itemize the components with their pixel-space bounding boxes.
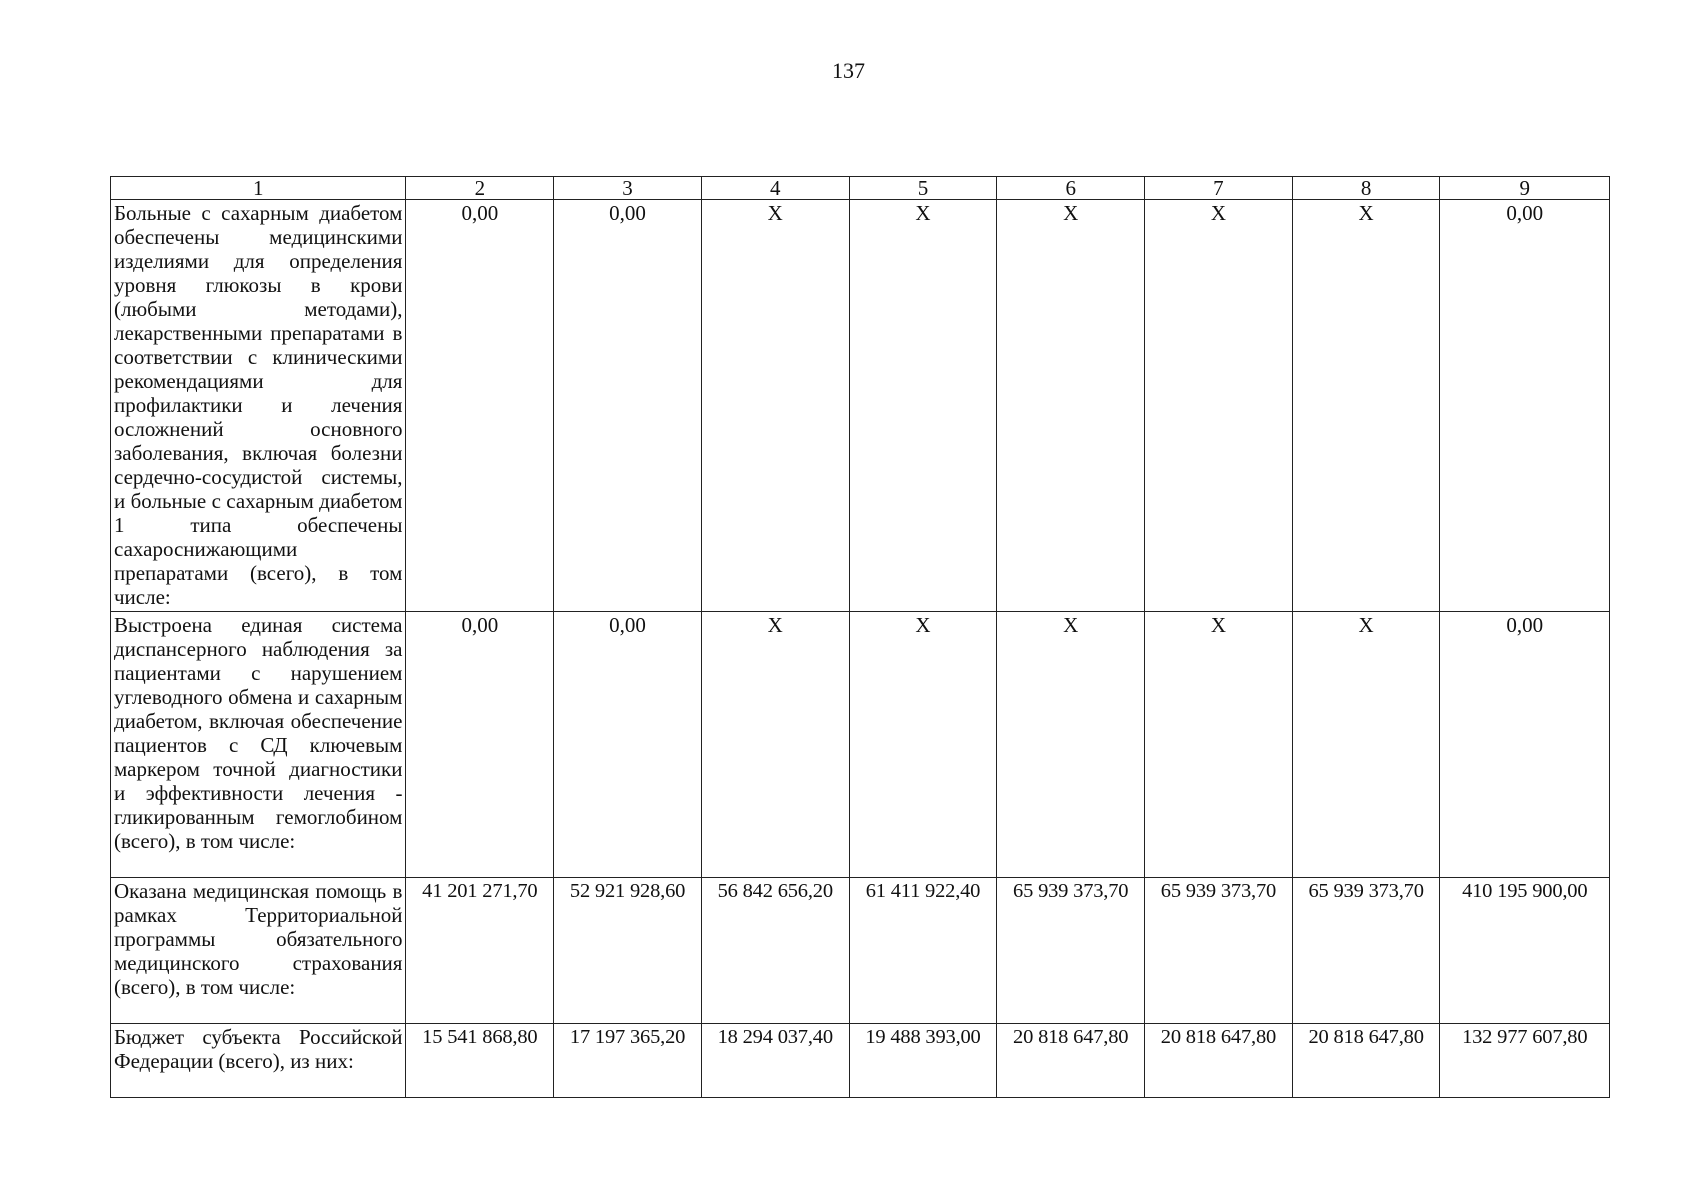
table-row [111, 1024, 1610, 1098]
column-header: 4 [701, 177, 849, 200]
column-header: 1 [111, 177, 406, 200]
table-cell: 0,00 [554, 612, 702, 878]
table-cell: 20 818 647,80 [1145, 1024, 1293, 1098]
table-row [111, 878, 1610, 1024]
table-cell: X [997, 612, 1145, 878]
table-cell: X [849, 200, 997, 612]
budget-table [110, 176, 1610, 1098]
table-cell: 132 977 607,80 [1440, 1024, 1610, 1098]
column-header: 3 [554, 177, 702, 200]
row-description: Больные с сахарным диабетом обеспечены медицинскими изделиями для определения уровня глюкозы в крови (любыми методами), лекарственными препаратами в соответствии с клиническими рекомендациями для профилактики и лечения осложнений основного заболевания, включая болезни сердечно-сосудистой системы, и больные с сахарным диабетом 1 типа обеспечены сахароснижающими препаратами (всего), в том числе: [111, 200, 406, 612]
table-cell: X [849, 612, 997, 878]
table-cell: 0,00 [406, 200, 554, 612]
table-cell: 61 411 922,40 [849, 878, 997, 1024]
table-cell: 18 294 037,40 [701, 1024, 849, 1098]
table-cell: X [701, 612, 849, 878]
row-description: Выстроена единая система диспансерного наблюдения за пациентами с нарушением углеводного обмена и сахарным диабетом, включая обеспечение пациентов с СД ключевым маркером точной диагностики и эффективности лечения - гликированным гемоглобином (всего), в том числе: [111, 612, 406, 878]
column-header: 6 [997, 177, 1145, 200]
table-cell: 17 197 365,20 [554, 1024, 702, 1098]
table-header-row [111, 177, 1610, 200]
table-cell: 65 939 373,70 [1145, 878, 1293, 1024]
table-cell: 15 541 868,80 [406, 1024, 554, 1098]
page-number: 137 [832, 58, 865, 83]
table-cell: 41 201 271,70 [406, 878, 554, 1024]
table-cell: 52 921 928,60 [554, 878, 702, 1024]
column-header: 2 [406, 177, 554, 200]
table-cell: 410 195 900,00 [1440, 878, 1610, 1024]
table-cell: 56 842 656,20 [701, 878, 849, 1024]
table-cell: X [701, 200, 849, 612]
table-cell: X [1292, 612, 1440, 878]
table-cell: 0,00 [1440, 612, 1610, 878]
table-row [111, 200, 1610, 612]
table-cell: X [1292, 200, 1440, 612]
table-cell: 0,00 [554, 200, 702, 612]
table-cell: 0,00 [1440, 200, 1610, 612]
table-cell: X [1145, 612, 1293, 878]
table-cell: X [1145, 200, 1293, 612]
column-header: 8 [1292, 177, 1440, 200]
row-description: Оказана медицинская помощь в рамках Территориальной программы обязательного медицинского страхования (всего), в том числе: [111, 878, 406, 1024]
table-cell: 0,00 [406, 612, 554, 878]
table-cell: 19 488 393,00 [849, 1024, 997, 1098]
column-header: 7 [1145, 177, 1293, 200]
table-cell: 20 818 647,80 [997, 1024, 1145, 1098]
row-description: Бюджет субъекта Российской Федерации (всего), из них: [111, 1024, 406, 1098]
table-cell: 65 939 373,70 [997, 878, 1145, 1024]
column-header: 9 [1440, 177, 1610, 200]
table-row [111, 612, 1610, 878]
column-header: 5 [849, 177, 997, 200]
table-cell: 65 939 373,70 [1292, 878, 1440, 1024]
table-cell: X [997, 200, 1145, 612]
table-cell: 20 818 647,80 [1292, 1024, 1440, 1098]
